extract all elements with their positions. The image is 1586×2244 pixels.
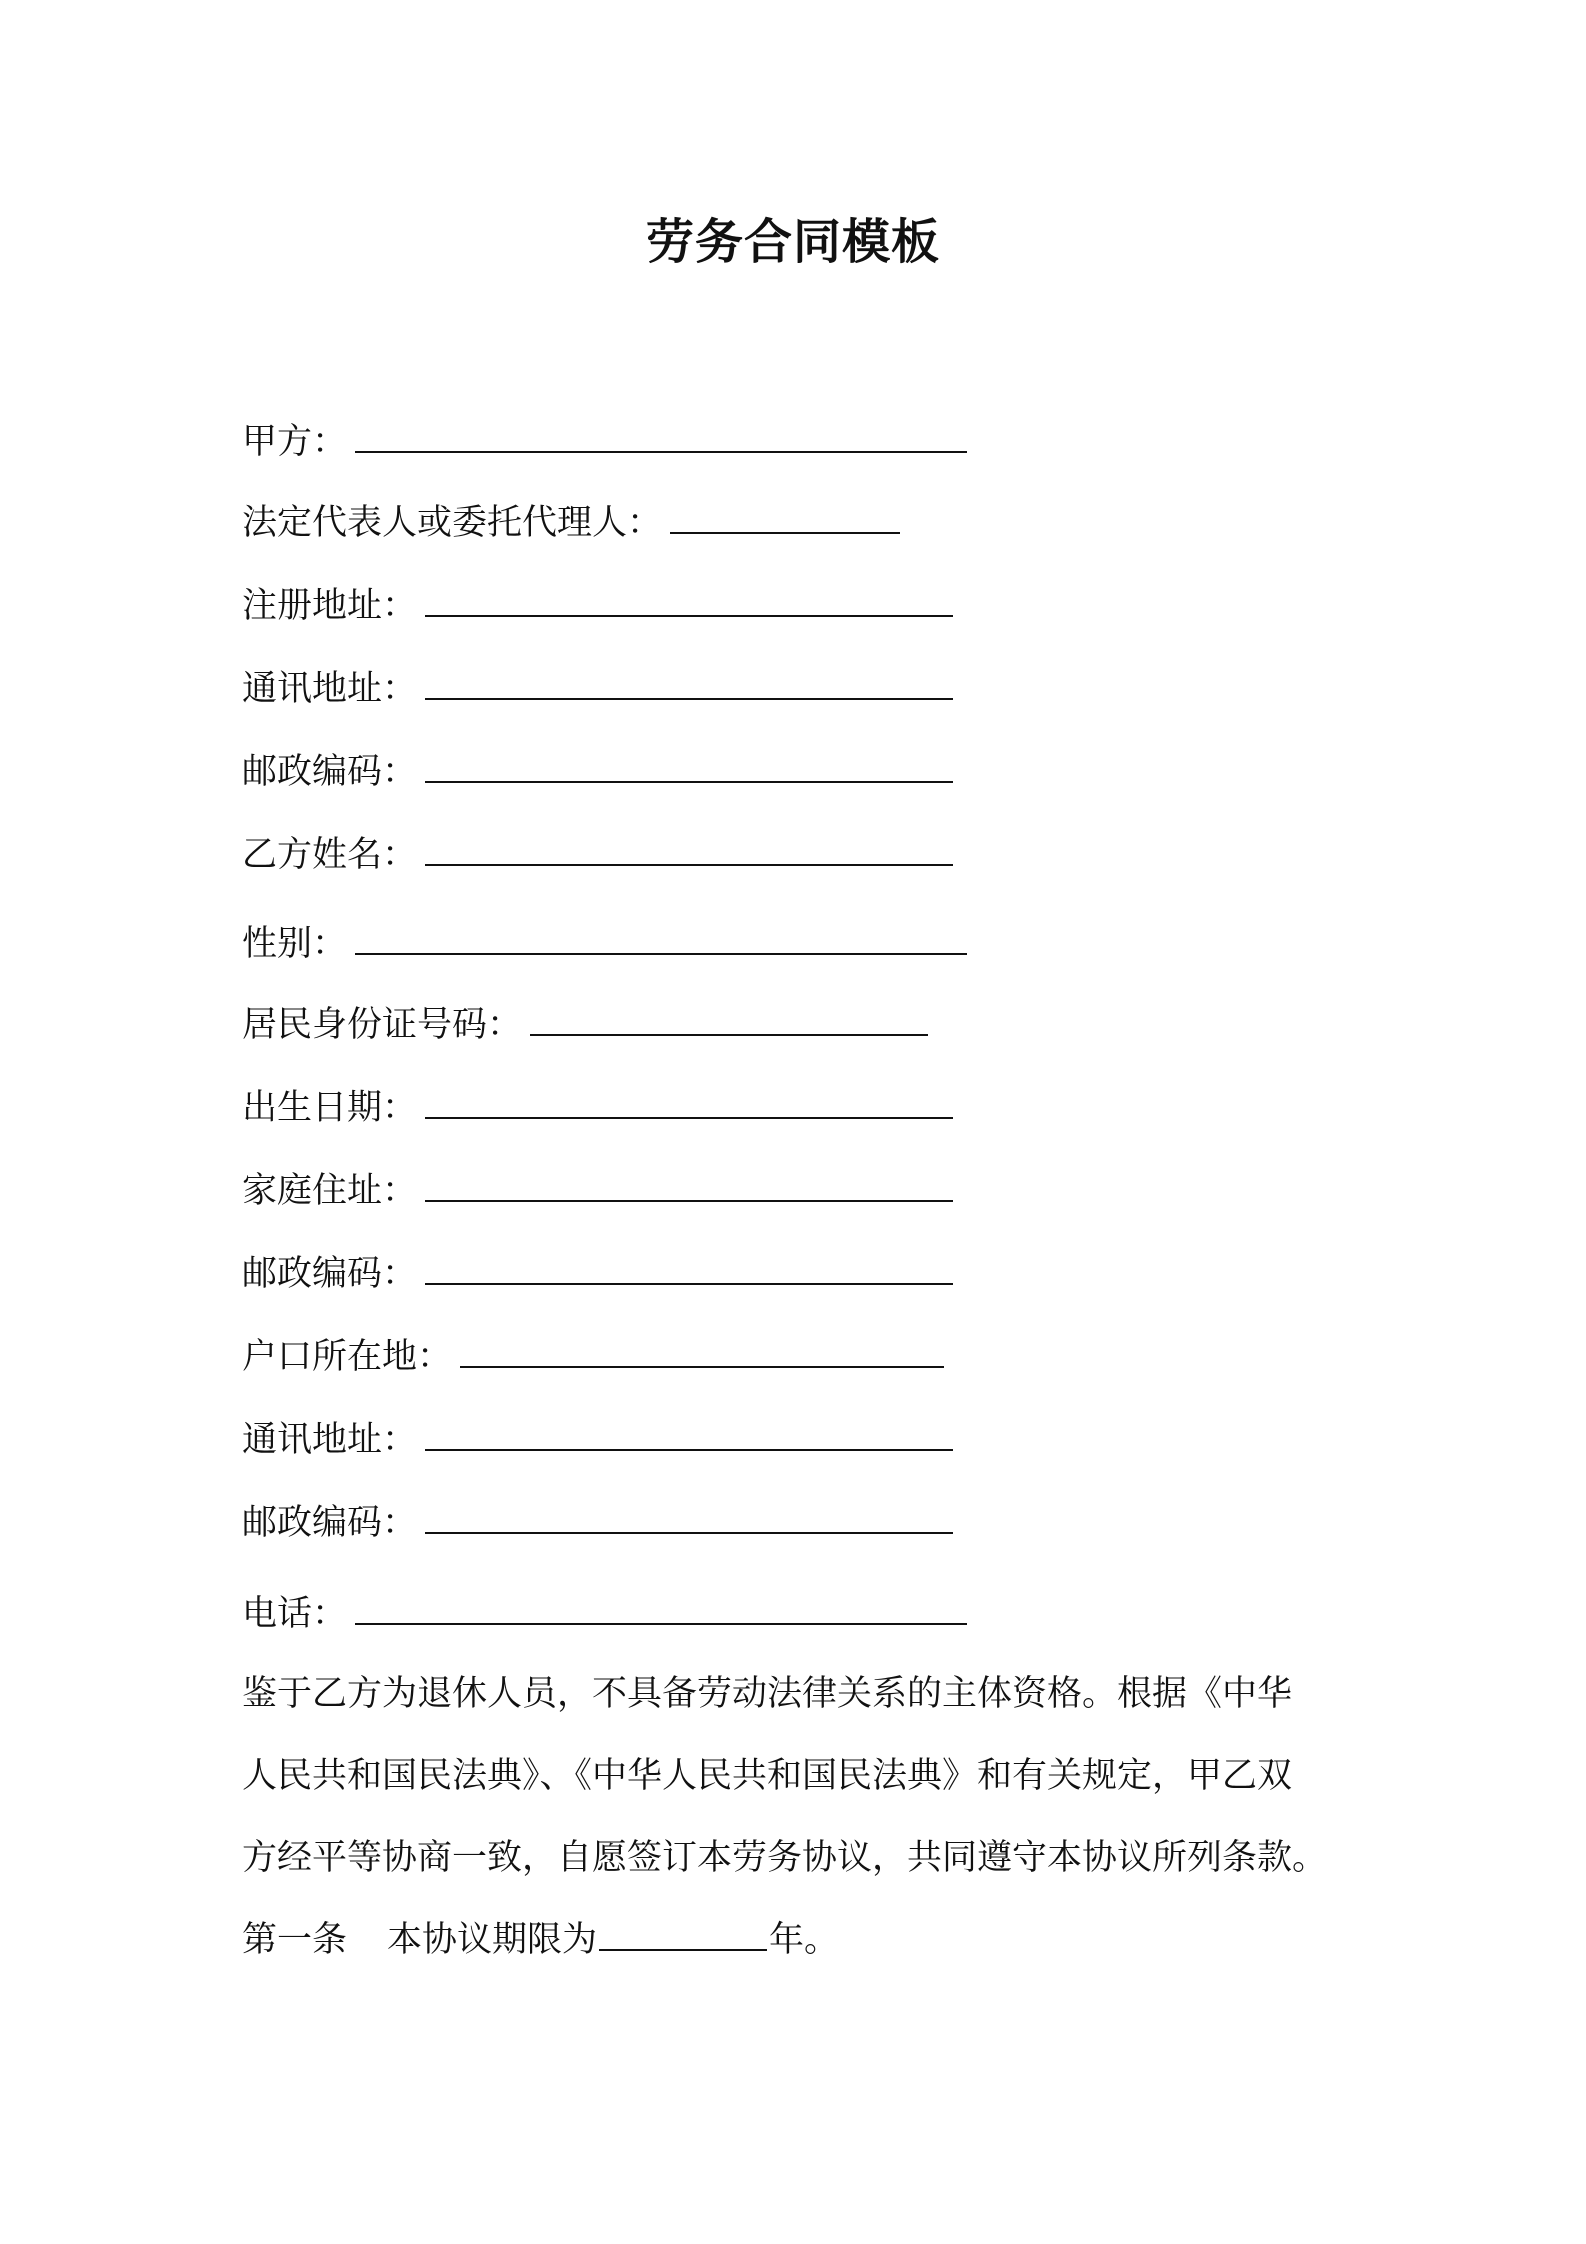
form-field-gender — [242, 922, 967, 966]
field-label: 甲方： — [242, 422, 348, 462]
form-field-mailing-address — [242, 667, 953, 711]
form-field-mailing-address-2 — [242, 1418, 953, 1462]
blank-line[interactable] — [460, 1336, 944, 1368]
blank-line[interactable] — [425, 585, 953, 617]
blank-line[interactable] — [425, 1502, 953, 1534]
blank-line[interactable] — [425, 1253, 953, 1285]
form-field-birth-date — [242, 1086, 953, 1130]
article-number: 第一条 — [242, 1920, 348, 1960]
form-field-postal-code-2 — [242, 1252, 953, 1296]
form-field-home-address — [242, 1169, 953, 1213]
blank-line[interactable] — [425, 834, 953, 866]
field-label: 通讯地址： — [242, 669, 418, 709]
paragraph-line: 人民共和国民法典》、《中华人民共和国民法典》和有关规定，甲乙双 — [242, 1756, 1293, 1796]
form-field-phone — [242, 1592, 967, 1636]
field-label: 通讯地址： — [242, 1420, 418, 1460]
article-1 — [242, 1918, 839, 1962]
blank-line[interactable] — [425, 1170, 953, 1202]
field-label: 邮政编码： — [242, 752, 418, 792]
field-label: 家庭住址： — [242, 1171, 418, 1211]
blank-line[interactable] — [355, 1593, 967, 1625]
article-text: 本协议期限为 — [387, 1920, 598, 1960]
field-label: 乙方姓名： — [242, 835, 418, 875]
field-label: 邮政编码： — [242, 1254, 418, 1294]
blank-line[interactable] — [425, 1419, 953, 1451]
field-label: 性别： — [242, 924, 348, 964]
form-field-household-registration — [242, 1335, 944, 1379]
form-field-id-number — [242, 1003, 928, 1047]
form-field-postal-code-3 — [242, 1501, 953, 1545]
field-label: 注册地址： — [242, 586, 418, 626]
form-field-legal-representative — [242, 501, 900, 545]
form-field-party-b-name — [242, 833, 953, 877]
field-label: 法定代表人或委托代理人： — [242, 503, 663, 543]
paragraph-line: 方经平等协商一致，自愿签订本劳务协议，共同遵守本协议所列条款。 — [242, 1838, 1328, 1878]
blank-line[interactable] — [599, 1919, 767, 1951]
paragraph-line: 鉴于乙方为退休人员，不具备劳动法律关系的主体资格。根据《中华 — [242, 1674, 1293, 1714]
article-text-end: 年。 — [769, 1920, 840, 1960]
blank-line[interactable] — [425, 751, 953, 783]
field-label: 邮政编码： — [242, 1503, 418, 1543]
blank-line[interactable] — [670, 502, 900, 534]
field-label: 电话： — [242, 1594, 348, 1634]
blank-line[interactable] — [425, 1087, 953, 1119]
blank-line[interactable] — [530, 1004, 928, 1036]
blank-line[interactable] — [355, 421, 967, 453]
document-title: 劳务合同模板 — [645, 214, 940, 270]
form-field-registered-address — [242, 584, 953, 628]
form-field-party-a — [242, 420, 967, 464]
field-label: 出生日期： — [242, 1088, 418, 1128]
blank-line[interactable] — [355, 923, 967, 955]
blank-line[interactable] — [425, 668, 953, 700]
field-label: 居民身份证号码： — [242, 1005, 523, 1045]
field-label: 户口所在地： — [242, 1337, 453, 1377]
form-field-postal-code — [242, 750, 953, 794]
